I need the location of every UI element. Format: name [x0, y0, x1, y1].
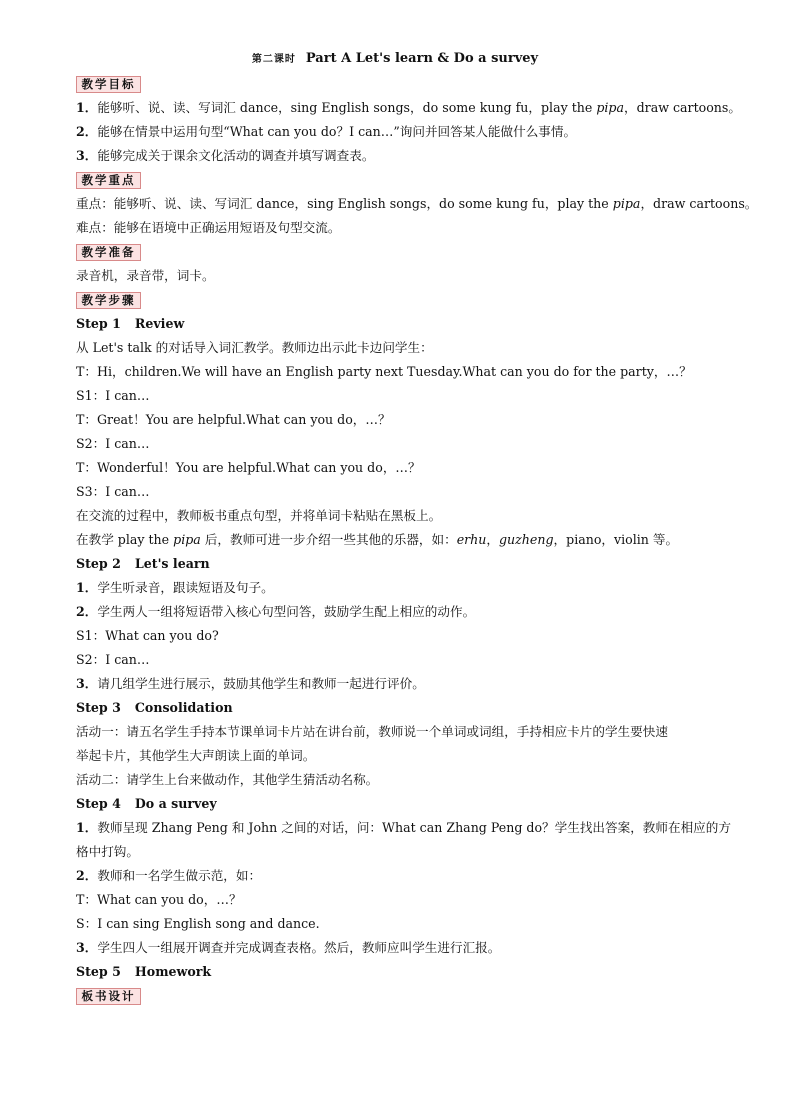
lesson-number: 第二课时	[251, 54, 296, 65]
step-3-activity-2: 活动二：请学生上台来做动作，其他学生猜活动名称。	[76, 772, 379, 787]
step-4-item-1-cont: 格中打钩。	[76, 844, 139, 859]
step-1-dialog-line: T：Wonderful！You are helpful.What can you do，…？	[76, 460, 421, 475]
step-4-item-2: 2．教师和一名学生做示范，如：	[76, 868, 262, 883]
objective-1: 1．能够听、说、读、写词汇 dance，sing English songs，do some kung fu，play the pipa，draw cartoons。	[76, 100, 741, 115]
step-4-dialog-line: T：What can you do，…？	[76, 892, 242, 907]
step-2-item-3: 3．请几组学生进行展示，鼓励其他学生和教师一起进行评价。	[76, 676, 425, 691]
step-4-item-1: 1．教师呈现 Zhang Peng 和 John 之间的对话，问：What can Zhang Peng do？学生找出答案，教师在相应的方	[76, 820, 731, 835]
step-4-item-3: 3．学生四人一组展开调查并完成调查表格。然后，教师应叫学生进行汇报。	[76, 940, 501, 955]
step-3-heading: Step 3 Consolidation	[76, 700, 233, 715]
step-4-heading: Step 4 Do a survey	[76, 796, 217, 811]
step-1-dialog-line: S2：I can…	[76, 436, 150, 451]
objective-2: 2．能够在情景中运用句型“What can you do？I can…”询问并回答某人能做什么事情。	[76, 124, 577, 139]
lesson-title: Part A Let's learn & Do a survey	[305, 51, 539, 66]
step-1-dialog-line: T：Hi，children.We will have an English party next Tuesday.What can you do for the party，…？	[76, 364, 692, 379]
step-2-item-2: 2．学生两人一组将短语带入核心句型问答，鼓励学生配上相应的动作。	[76, 604, 476, 619]
step-3-activity-1-cont: 举起卡片，其他学生大声朗读上面的单词。	[76, 748, 316, 763]
step-2-item-1: 1．学生听录音，跟读短语及句子。	[76, 580, 274, 595]
step-1-dialog-line: T：Great！You are helpful.What can you do，…？	[76, 412, 391, 427]
step-1-dialog-line: S3：I can…	[76, 484, 150, 499]
step-1-heading: Step 1 Review	[76, 316, 185, 331]
preparation-text: 录音机，录音带，词卡。	[76, 268, 215, 283]
section-badge-steps: 教学步骤	[76, 292, 141, 309]
section-badge-key-points: 教学重点	[76, 172, 141, 189]
step-2-dialog-line: S2：I can…	[76, 652, 150, 667]
step-2-heading: Step 2 Let's learn	[76, 556, 210, 571]
step-2-dialog-line: S1：What can you do?	[76, 628, 219, 643]
section-badge-objectives: 教学目标	[76, 76, 141, 93]
step-5-heading: Step 5 Homework	[76, 964, 212, 979]
step-1-note: 在交流的过程中，教师板书重点句型，并将单词卡粘贴在黑板上。	[76, 508, 442, 523]
key-point: 重点：能够听、说、读、写词汇 dance，sing English songs，do some kung fu，play the pipa，draw cartoons。	[76, 196, 758, 211]
step-1-dialog-line: S1：I can…	[76, 388, 150, 403]
section-badge-preparation: 教学准备	[76, 244, 141, 261]
page-title	[0, 50, 790, 66]
section-badge-board: 板书设计	[76, 988, 141, 1005]
step-1-intro: 从 Let's talk 的对话导入词汇教学。教师边出示此卡边问学生：	[76, 340, 433, 355]
difficult-point: 难点：能够在语境中正确运用短语及句型交流。	[76, 220, 341, 235]
objective-3: 3．能够完成关于课余文化活动的调查并填写调查表。	[76, 148, 375, 163]
step-3-activity-1: 活动一：请五名学生手持本节课单词卡片站在讲台前，教师说一个单词或词组，手持相应卡片的学生要快速	[76, 724, 668, 739]
step-1-instrument-note: 在教学 play the pipa 后，教师可进一步介绍一些其他的乐器，如：erhu，guzheng，piano，violin 等。	[76, 532, 679, 547]
step-4-dialog-line: S：I can sing English song and dance.	[76, 916, 320, 931]
